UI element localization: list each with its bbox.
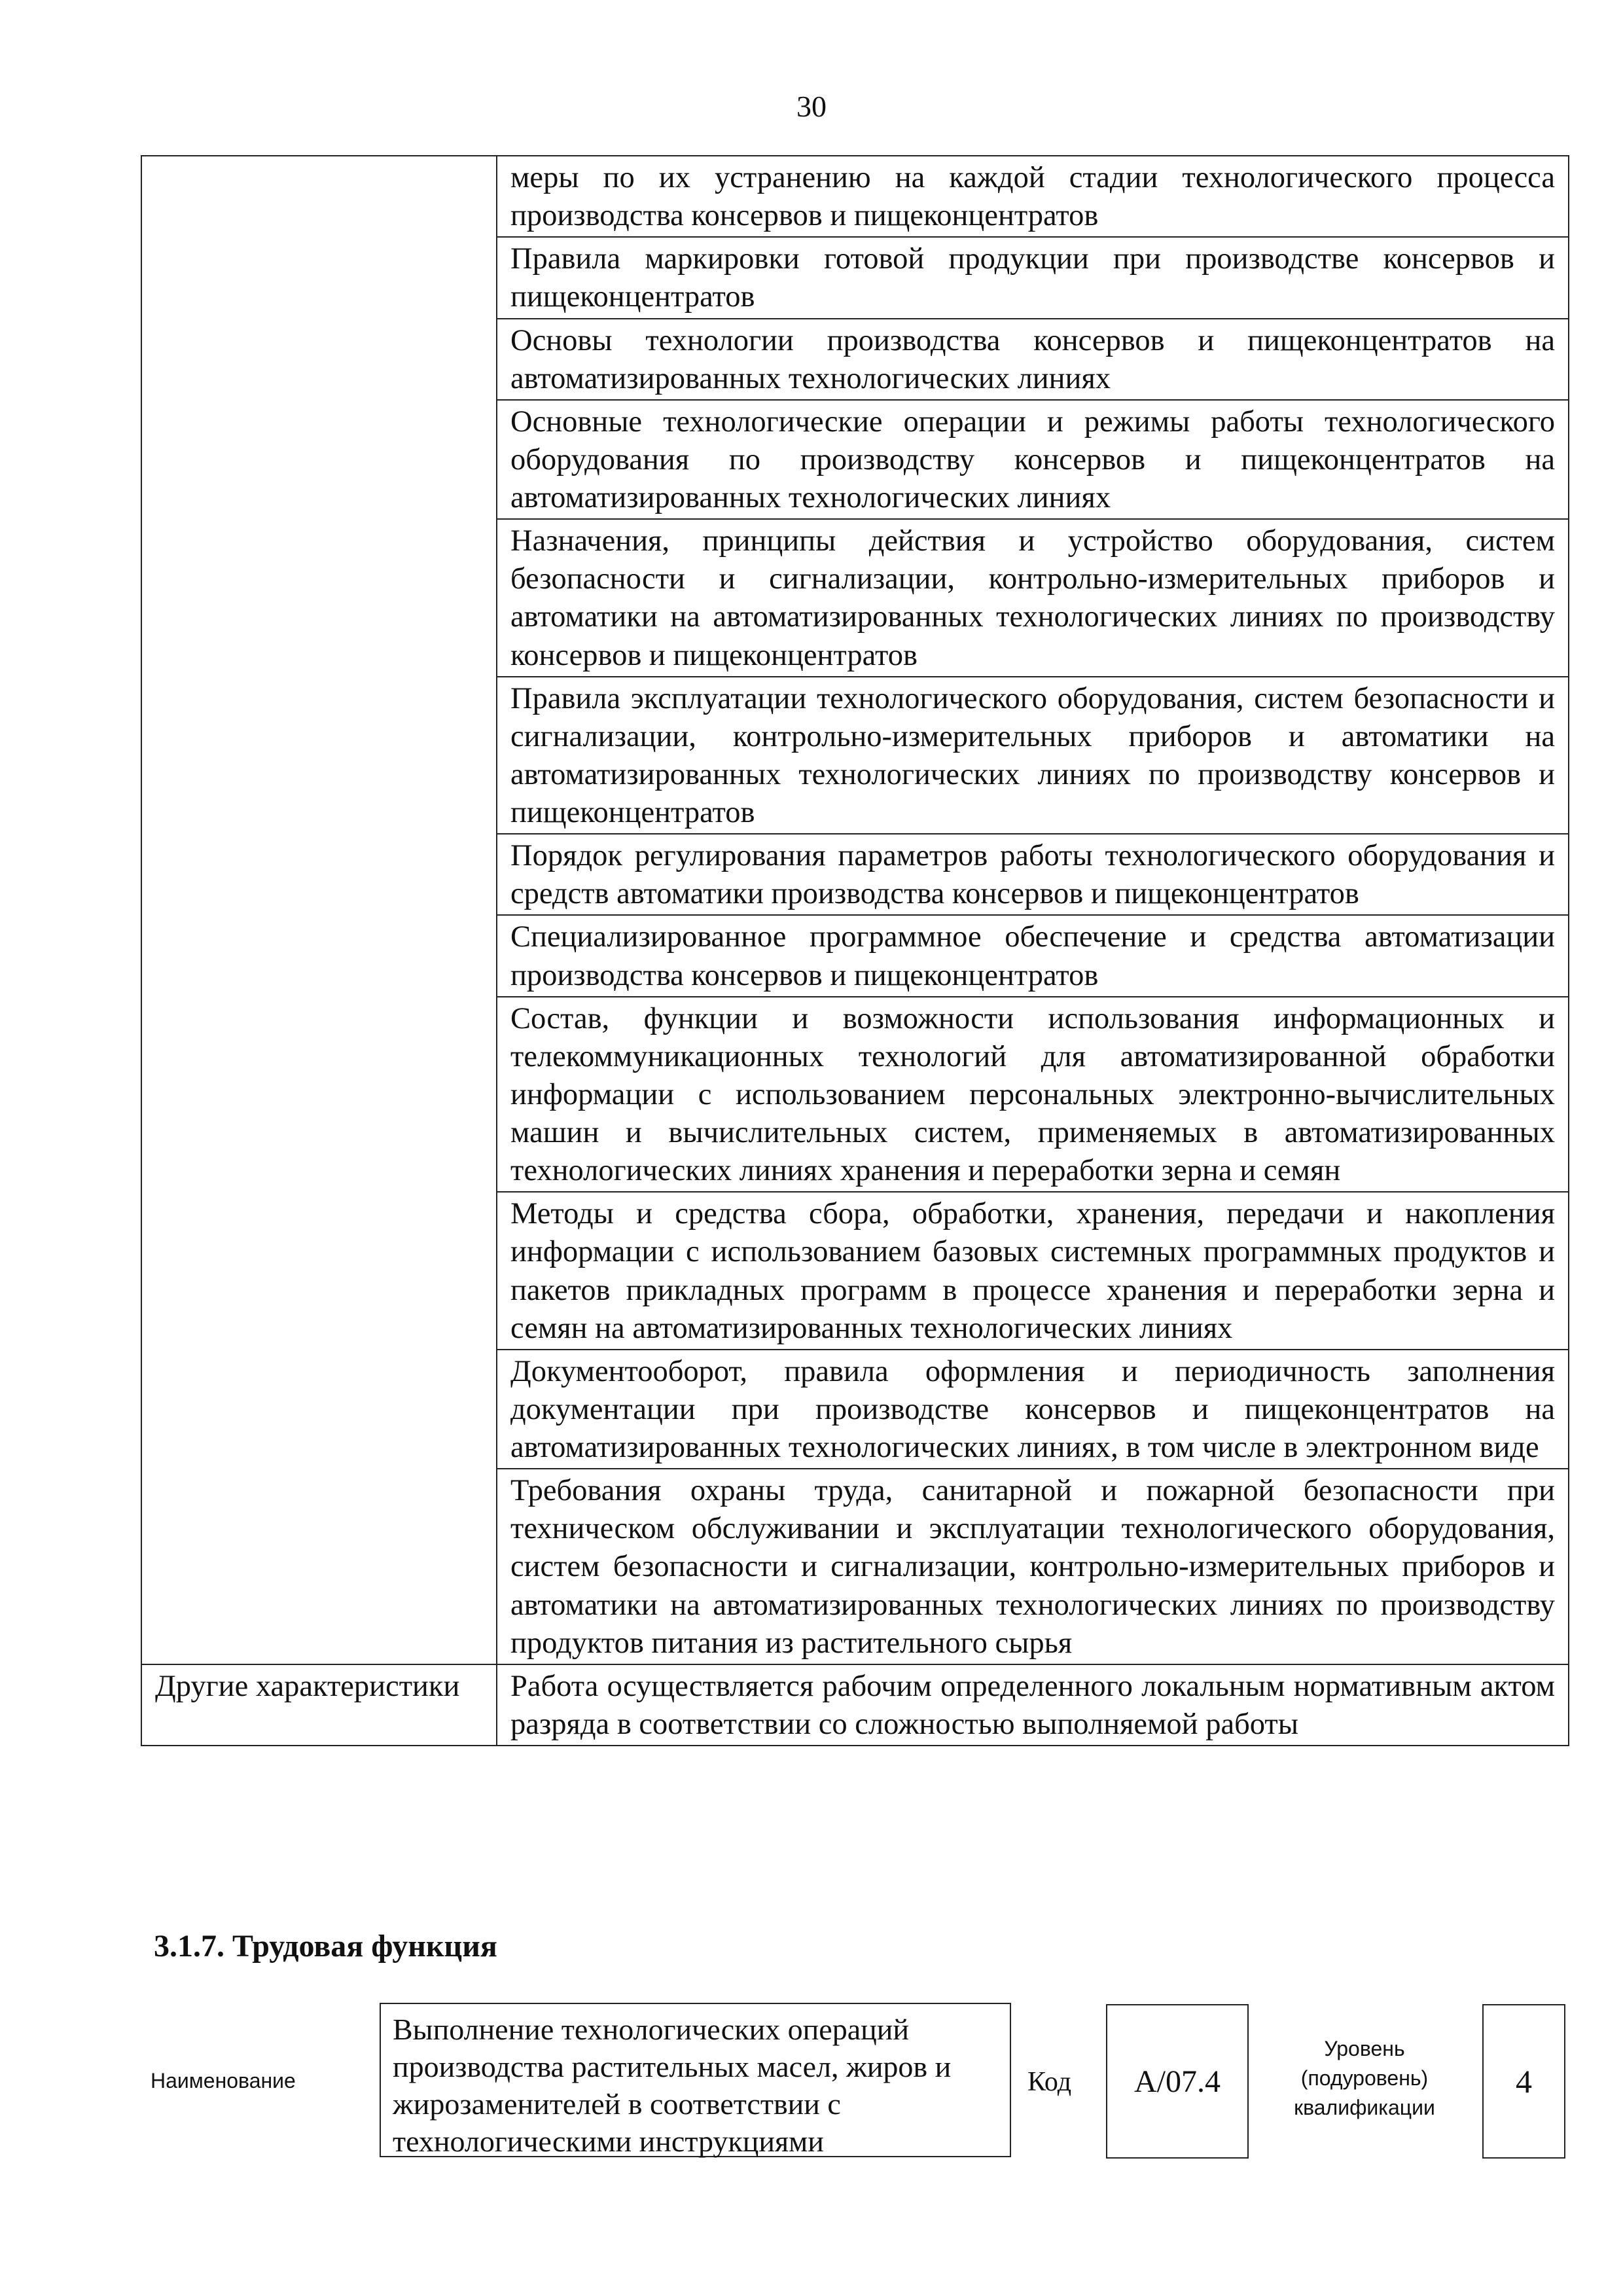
- code-value: А/07.4: [1134, 2064, 1221, 2099]
- knowledge-item: Правила эксплуатации технологического оборудования, систем безопасности и сигнализации, контрольно-измерительных приборов и автоматики на автоматизированных технологических линиях по производству консервов и пищеконцентратов: [497, 677, 1569, 834]
- code-label: Код: [1027, 2067, 1072, 2097]
- knowledge-label-cell: [141, 156, 497, 1664]
- knowledge-item: Правила маркировки готовой продукции при производстве консервов и пищеконцентратов: [497, 237, 1569, 318]
- other-characteristics-label: Другие характеристики: [141, 1664, 497, 1746]
- page-number: 30: [796, 90, 827, 123]
- table-row: [141, 156, 1569, 237]
- knowledge-item: Основные технологические операции и режимы работы технологического оборудования по производству консервов и пищеконцентратов на автоматизированных технологических линиях: [497, 400, 1569, 519]
- knowledge-item: Назначения, принципы действия и устройство оборудования, систем безопасности и сигнализации, контрольно-измерительных приборов и автоматики на автоматизированных технологических линиях по производству консервов и пищеконцентратов: [497, 519, 1569, 677]
- function-name-value: Выполнение технологических операций производства растительных масел, жиров и жирозаменителей в соответствии с технологическими инструкциями: [393, 2013, 952, 2159]
- knowledge-item: Основы технологии производства консервов и пищеконцентратов на автоматизированных технологических линиях: [497, 319, 1569, 400]
- knowledge-item: Требования охраны труда, санитарной и пожарной безопасности при техническом обслуживании и эксплуатации технологического оборудования, систем безопасности и сигнализации, контрольно-измерительных приборов и автоматики на автоматизированных технологических линиях по производству продуктов питания из растительного сырья: [497, 1469, 1569, 1664]
- knowledge-item: Документооборот, правила оформления и периодичность заполнения документации при производстве консервов и пищеконцентратов на автоматизированных технологических линиях, в том числе в электронном виде: [497, 1350, 1569, 1469]
- knowledge-item: Методы и средства сбора, обработки, хранения, передачи и накопления информации с использованием базовых системных программных продуктов и пакетов прикладных программ в процессе хранения и переработки зерна и семян на автоматизированных технологических линиях: [497, 1192, 1569, 1350]
- knowledge-item: Порядок регулирования параметров работы технологического оборудования и средств автоматики производства консервов и пищеконцентратов: [497, 834, 1569, 915]
- knowledge-item: Специализированное программное обеспечение и средства автоматизации производства консервов и пищеконцентратов: [497, 915, 1569, 996]
- level-box: [1482, 2004, 1565, 2159]
- knowledge-item: меры по их устранению на каждой стадии технологического процесса производства консервов и пищеконцентратов: [497, 156, 1569, 237]
- code-box: [1106, 2004, 1249, 2159]
- level-label: [1270, 2034, 1459, 2122]
- other-characteristics-text: Работа осуществляется рабочим определенного локальным нормативным актом разряда в соответствии со сложностью выполняемой работы: [497, 1664, 1569, 1746]
- name-label: Наименование: [151, 2069, 296, 2092]
- function-name-box: [380, 2003, 1011, 2157]
- level-label-line: (подуровень): [1300, 2066, 1429, 2090]
- knowledge-table: [141, 155, 1569, 1746]
- level-value: 4: [1516, 2063, 1532, 2100]
- table-row: [141, 1664, 1569, 1746]
- section-heading: 3.1.7. Трудовая функция: [154, 1929, 497, 1964]
- level-label-line: квалификации: [1294, 2095, 1435, 2119]
- level-label-line: Уровень: [1324, 2037, 1405, 2060]
- knowledge-item: Состав, функции и возможности использования информационных и телекоммуникационных технологий для автоматизированной обработки информации с использованием персональных электронно-вычислительных машин и вычислительных систем, применяемых в автоматизированных технологических линиях хранения и переработки зерна и семян: [497, 997, 1569, 1193]
